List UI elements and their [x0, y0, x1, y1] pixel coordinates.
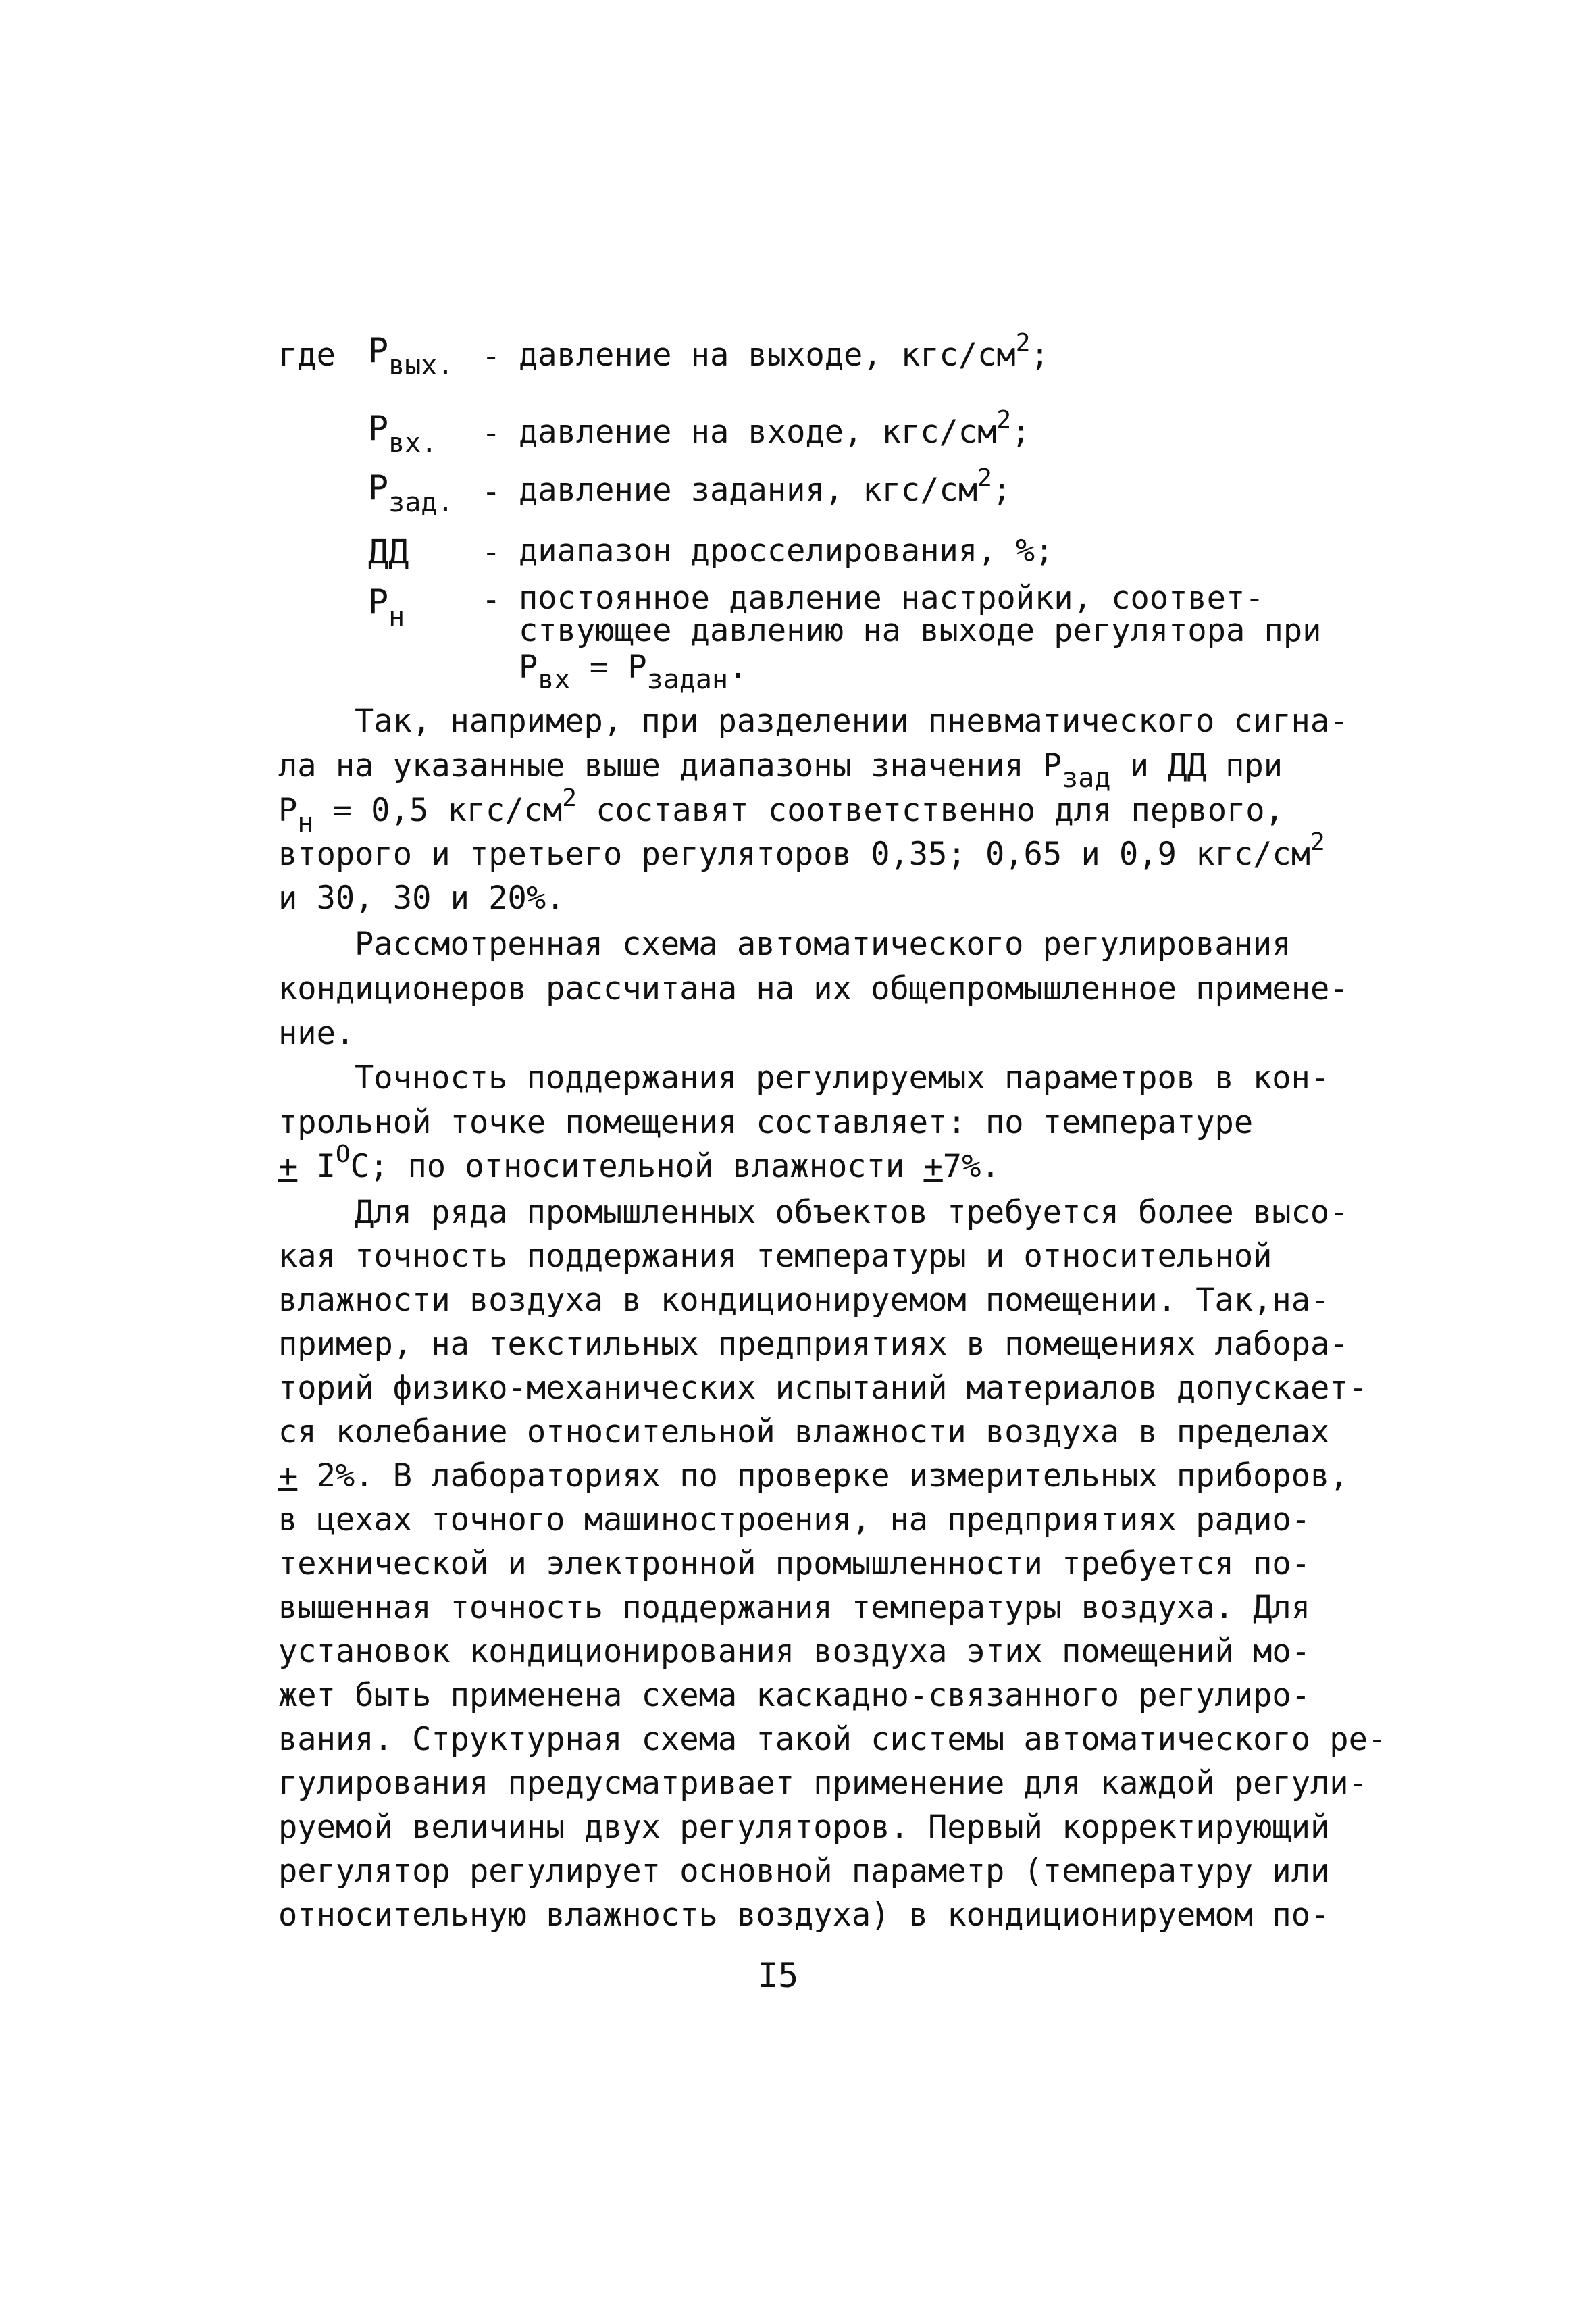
text-line: $P_н = 0,5$ кгс/$см^2$ составят соответственно для первого,	[278, 784, 1284, 838]
text-line: и 30, 30 и 20%.	[278, 880, 565, 917]
text-line: торий физико-механических испытаний материалов допускает-	[278, 1369, 1368, 1407]
text-line: + $I^OС$; по относительной влажности +7%.	[278, 1140, 1000, 1185]
text-line: Так, например, при разделении пневматического сигна-	[355, 703, 1349, 740]
definition-dash: -	[482, 415, 501, 452]
text-line: технической и электронной промышленности требуется по-	[278, 1545, 1311, 1582]
symbol-p-in: $P_{вх.}$	[368, 409, 438, 459]
symbol-dd: ДД	[368, 532, 409, 572]
text-line: установок кондиционирования воздуха этих помещений мо-	[278, 1633, 1311, 1670]
definition-text-p-out: давление на выходе, кгс/$см^2$;	[519, 329, 1050, 374]
text-line: Рассмотренная схема автоматического регулирования	[355, 926, 1291, 963]
definition-text-p-n: постоянное давление настройки, соответ-	[519, 580, 1264, 617]
where-label: где	[278, 336, 336, 374]
page-number: I5	[758, 1956, 799, 1995]
text-line: ла на указанные выше диапазоны значения $P_{зад}$ и ДД при	[278, 747, 1283, 794]
text-line: в цехах точного машиностроения, на предприятиях радио-	[278, 1501, 1311, 1538]
text-line: вания. Структурная схема такой системы автоматического ре-	[278, 1721, 1387, 1758]
definition-text-dd: диапазон дросселирования, %;	[519, 532, 1054, 570]
symbol-p-set: $P_{зад.}$	[368, 468, 454, 518]
definition-dash: -	[482, 473, 501, 510]
text-line: влажности воздуха в кондиционируемом помещении. Так,на-	[278, 1282, 1330, 1319]
text-line: кондиционеров рассчитана на их общепромышленное примене-	[278, 970, 1349, 1007]
text-line: ние.	[278, 1015, 355, 1052]
symbol-p-n: $P_н$	[368, 582, 405, 632]
definition-dash: -	[482, 534, 501, 571]
text-line: Для ряда промышленных объектов требуется более высо-	[355, 1194, 1349, 1231]
text-line: трольной точке помещения составляет: по температуре	[278, 1104, 1254, 1141]
definition-text-p-in: давление на входе, кгс/$см^2$;	[519, 406, 1031, 451]
text-line: регулятор регулирует основной параметр (температуру или	[278, 1853, 1330, 1890]
text-line: пример, на текстильных предприятиях в помещениях лабора-	[278, 1326, 1349, 1363]
definition-text-p-n-formula: $P_{вх} = P_{задан}$.	[519, 649, 748, 695]
text-line: + 2%. В лабораториях по проверке измерительных приборов,	[278, 1457, 1349, 1494]
text-line: кая точность поддержания температуры и относительной	[278, 1238, 1272, 1275]
definition-text-p-n-cont: ствующее давлению на выходе регулятора при	[519, 612, 1322, 649]
definition-dash: -	[482, 581, 501, 618]
text-line: второго и третьего регуляторов 0,35; 0,65 и 0,9 кгс/$см^2$	[278, 828, 1325, 873]
text-line: гулирования предусматривает применение для каждой регули-	[278, 1765, 1368, 1802]
text-line: Точность поддержания регулируемых параметров в кон-	[355, 1059, 1330, 1097]
text-line: относительную влажность воздуха) в кондиционируемом по-	[278, 1896, 1330, 1934]
text-line: руемой величины двух регуляторов. Первый корректирующий	[278, 1809, 1330, 1846]
text-line: вышенная точность поддержания температуры воздуха. Для	[278, 1589, 1311, 1626]
text-line: жет быть применена схема каскадно-связанного регулиро-	[278, 1677, 1311, 1714]
definition-dash: -	[482, 338, 501, 375]
symbol-p-out: $P_{вых.}$	[368, 331, 454, 381]
text-line: ся колебание относительной влажности воздуха в пределах	[278, 1413, 1330, 1451]
definition-text-p-set: давление задания, кгс/$см^2$;	[519, 464, 1012, 509]
